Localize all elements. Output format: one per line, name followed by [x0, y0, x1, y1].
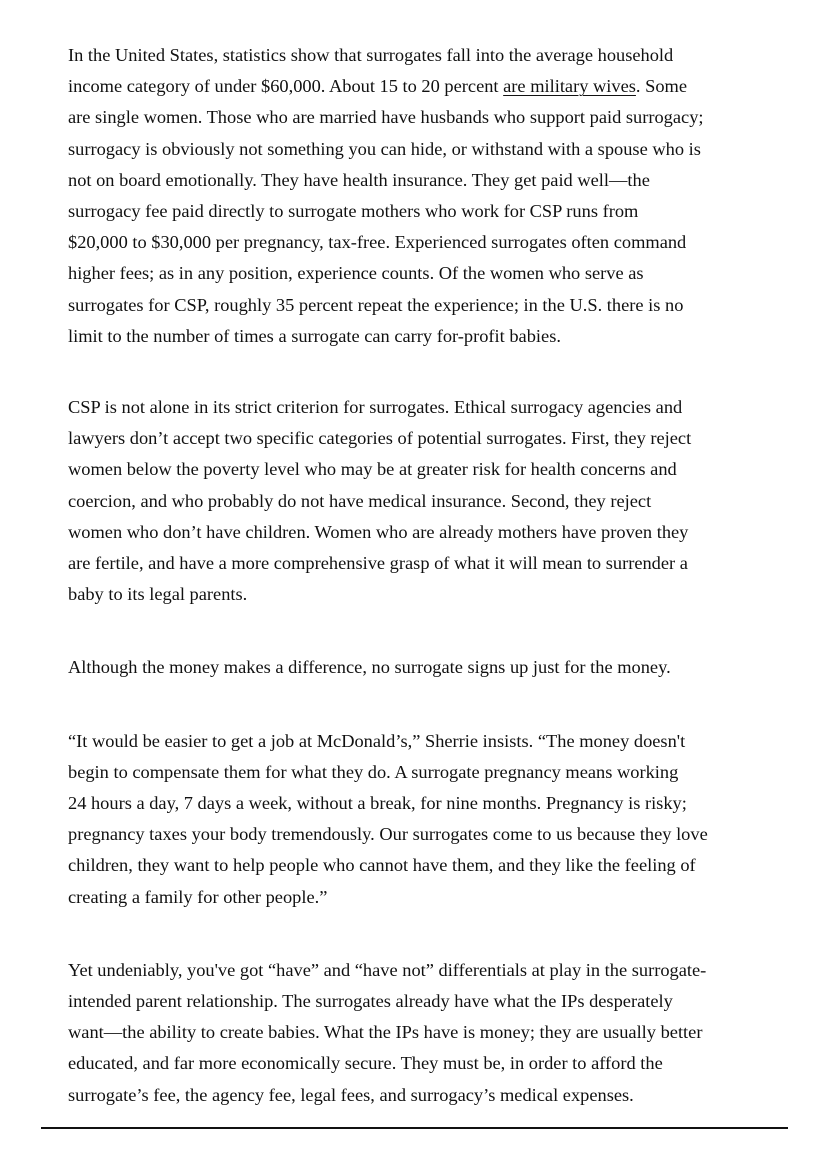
- text-line: lawyers don’t accept two specific categories of potential surrogates. First, they reject: [68, 428, 692, 449]
- text-run: income category of under $60,000. About 15 to 20 percent: [68, 76, 504, 97]
- text-line: CSP is not alone in its strict criterion for surrogates. Ethical surrogacy agencies and: [68, 397, 683, 418]
- article-body: [68, 40, 768, 1111]
- text-line: are fertile, and have a more comprehensive grasp of what it will mean to surrender a: [68, 553, 688, 574]
- text-line: surrogacy is obviously not something you can hide, or withstand with a spouse who is: [68, 138, 701, 159]
- text-line: Although the money makes a difference, no surrogate signs up just for the money.: [68, 657, 671, 678]
- text-line: surrogacy fee paid directly to surrogate mothers who work for CSP runs from: [68, 201, 639, 222]
- text-line: want—the ability to create babies. What the IPs have is money; they are usually better: [68, 1022, 703, 1043]
- text-line: women below the poverty level who may be at greater risk for health concerns and: [68, 459, 677, 480]
- text-line: baby to its legal parents.: [68, 584, 248, 605]
- paragraph-differentials: [68, 955, 768, 1111]
- text-line: 24 hours a day, 7 days a week, without a break, for nine months. Pregnancy is risky;: [68, 793, 687, 814]
- paragraph-money: [68, 652, 768, 683]
- text-run: . Some: [635, 76, 688, 97]
- military-wives-link[interactable]: are military wives: [503, 76, 636, 97]
- text-line: $20,000 to $30,000 per pregnancy, tax-free. Experienced surrogates often command: [68, 232, 687, 253]
- text-line: surrogates for CSP, roughly 35 percent repeat the experience; in the U.S. there is no: [68, 294, 684, 315]
- text-line: surrogate’s fee, the agency fee, legal fees, and surrogacy’s medical expenses.: [68, 1084, 634, 1105]
- bottom-divider: [41, 1127, 788, 1129]
- text-line: are single women. Those who are married have husbands who support paid surrogacy;: [68, 107, 704, 128]
- text-line: children, they want to help people who cannot have them, and they like the feeling of: [68, 855, 696, 876]
- text-line: “It would be easier to get a job at McDonald’s,” Sherrie insists. “The money doesn't: [68, 730, 686, 751]
- paragraph-sherrie-quote: [68, 726, 768, 913]
- text-line: women who don’t have children. Women who are already mothers have proven they: [68, 521, 689, 542]
- text-line: In the United States, statistics show that surrogates fall into the average household: [68, 45, 674, 65]
- paragraph-screening-criteria: [68, 392, 768, 610]
- text-line: coercion, and who probably do not have medical insurance. Second, they reject: [68, 490, 652, 511]
- text-line: [68, 71, 768, 102]
- text-line: creating a family for other people.”: [68, 886, 328, 907]
- text-line: higher fees; as in any position, experience counts. Of the women who serve as: [68, 263, 644, 284]
- text-line: pregnancy taxes your body tremendously. Our surrogates come to us because they love: [68, 824, 708, 845]
- text-line: Yet undeniably, you've got “have” and “have not” differentials at play in the surrogate-: [68, 959, 707, 980]
- text-line: educated, and far more economically secure. They must be, in order to afford the: [68, 1053, 663, 1074]
- text-line: not on board emotionally. They have health insurance. They get paid well—the: [68, 169, 650, 190]
- text-line: intended parent relationship. The surrogates already have what the IPs desperately: [68, 991, 673, 1012]
- text-line: begin to compensate them for what they do. A surrogate pregnancy means working: [68, 761, 679, 782]
- paragraph-surrogate-demographics: [68, 40, 768, 352]
- text-line: limit to the number of times a surrogate can carry for-profit babies.: [68, 325, 561, 346]
